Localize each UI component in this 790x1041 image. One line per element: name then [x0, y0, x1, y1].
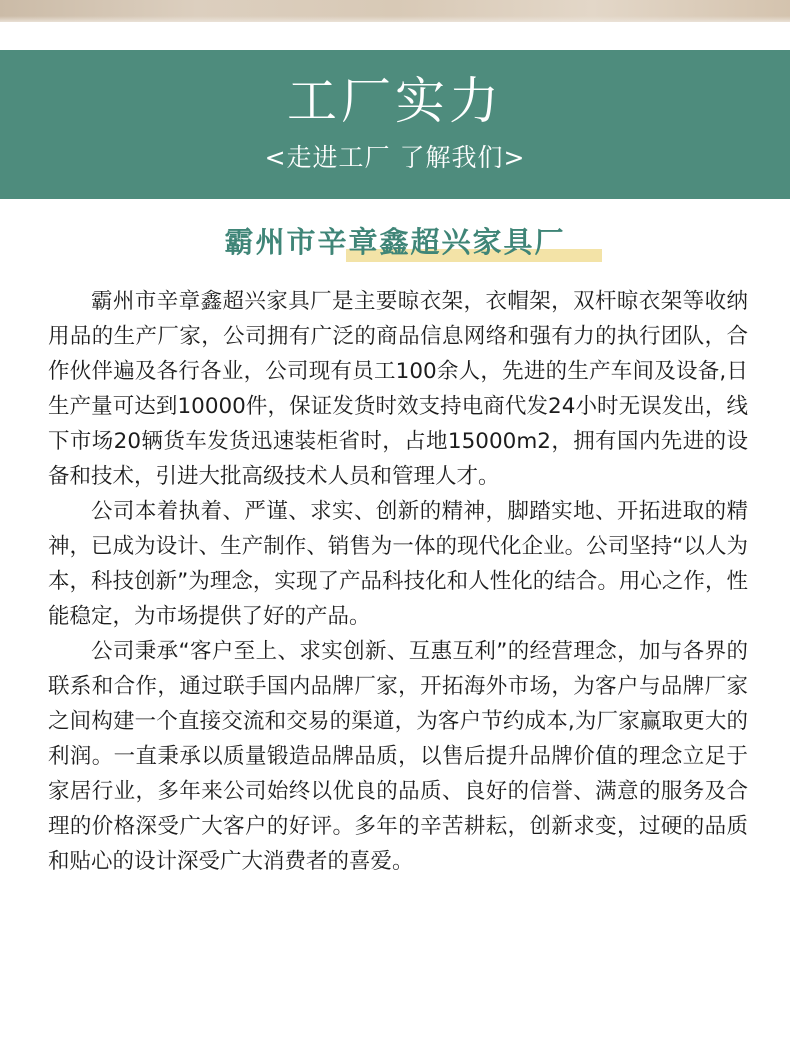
paragraph-intro: 霸州市辛章鑫超兴家具厂是主要晾衣架，衣帽架，双杆晾衣架等收纳用品的生产厂家，公司拥有广泛的商品信息网络和强有力的执行团队，合作伙伴遍及各行各业，公司现有员工100余人，先进的生产车间及设备,日生产量可达到10000件，保证发货时效支持电商代发24小时无误发出，线下市场20辆货车发货迅速装柜省时，占地15000m2，拥有国内先进的设备和技术，引进大批高级技术人员和管理人才。	[48, 289, 748, 489]
section-banner	[0, 50, 790, 199]
top-photo-strip	[0, 0, 790, 22]
banner-subtitle: <走进工厂 了解我们>	[264, 143, 526, 172]
paragraph-philosophy: 公司秉承“客户至上、求实创新、互惠互利”的经营理念，加与各界的联系和合作，通过联手国内品牌厂家，开拓海外市场，为客户与品牌厂家之间构建一个直接交流和交易的渠道，为客户节约成本,为厂家赢取更大的利润。一直秉承以质量锻造品牌品质，以售后提升品牌价值的理念立足于家居行业，多年来公司始终以优良的品质、良好的信誉、满意的服务及合理的价格深受广大客户的好评。多年的辛苦耕耘，创新求变，过硬的品质和贴心的设计深受广大消费者的喜爱。	[48, 639, 748, 874]
banner-title: 工厂实力	[287, 72, 503, 130]
company-name-container	[0, 222, 790, 262]
company-description	[48, 284, 748, 879]
paragraph-spirit: 公司本着执着、严谨、求实、创新的精神，脚踏实地、开拓进取的精神，已成为设计、生产制作、销售为一体的现代化企业。公司坚持“以人为本，科技创新”为理念，实现了产品科技化和人性化的结合。用心之作，性能稳定，为市场提供了好的产品。	[48, 499, 748, 629]
company-name: 霸州市辛章鑫超兴家具厂	[224, 225, 566, 259]
